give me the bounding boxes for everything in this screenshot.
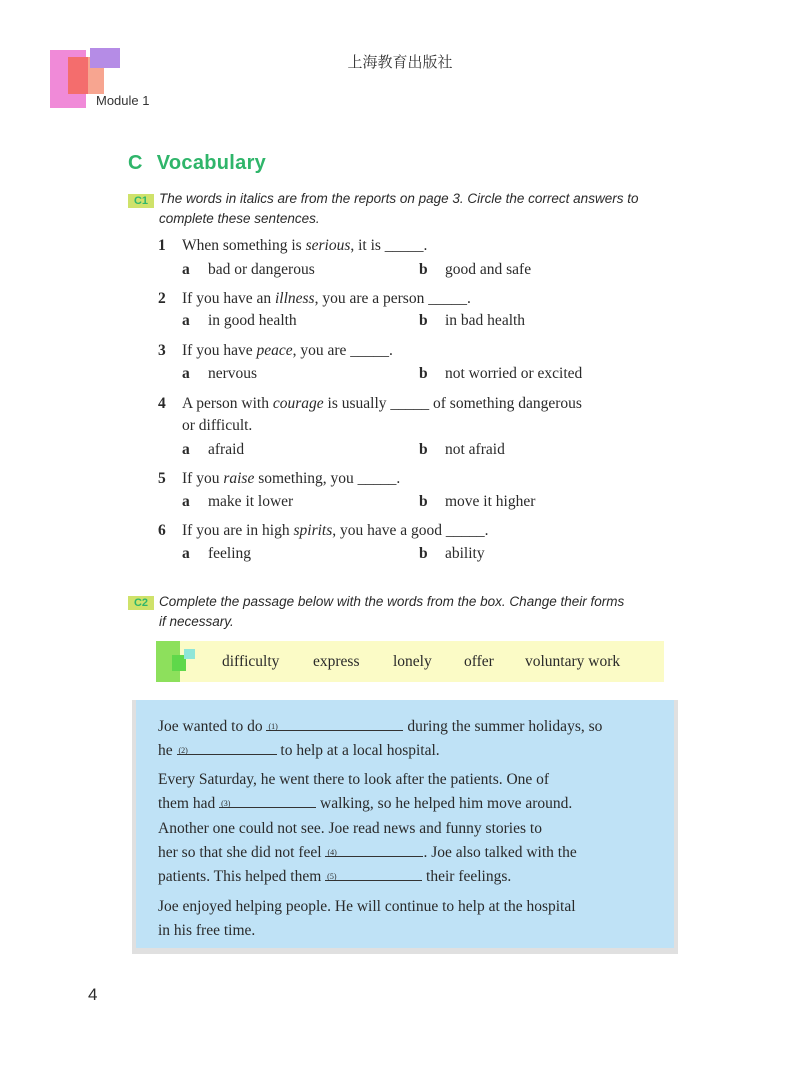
option-a[interactable]: a bad or dangerous	[182, 261, 315, 278]
passage-line: patients. This helped them $^{(5)}$ their feelings.	[158, 868, 512, 885]
blank-5[interactable]: (5)	[325, 866, 422, 881]
c1-instruction	[159, 189, 679, 229]
publisher-name: 上海教育出版社	[347, 53, 453, 71]
question-number: 4	[158, 395, 166, 412]
option-b[interactable]: b in bad health	[419, 312, 526, 329]
option-a[interactable]: a nervous	[182, 365, 258, 382]
blank-2[interactable]: (2)	[177, 740, 277, 755]
question-number: 5	[158, 470, 166, 487]
c2-instruction-line1: Complete the passage below with the words from the box. Change their forms	[159, 594, 625, 609]
question-number: 3	[158, 342, 166, 359]
question-stem: If you are in high spirits, you have a good _____.	[182, 522, 489, 539]
c2-instruction-line2: if necessary.	[159, 614, 234, 629]
section-letter: C	[128, 152, 143, 174]
c1-tag: C1	[128, 194, 154, 208]
passage-line: Every Saturday, he went there to look after the patients. One of	[158, 771, 550, 788]
passage-line: her so that she did not feel $^{(4)}$ . Joe also talked with the	[158, 844, 577, 861]
question-stem: When something is serious, it is _____.	[182, 237, 428, 254]
passage-line: Joe enjoyed helping people. He will continue to help at the hospital	[158, 898, 576, 915]
module-label: Module 1	[96, 93, 150, 108]
c2-tag: C2	[128, 596, 154, 610]
question-number: 2	[158, 290, 166, 307]
question-stem: If you have an illness, you are a person _____.	[182, 290, 471, 307]
passage-line: he $^{(2)}$ to help at a local hospital.	[158, 742, 440, 759]
option-b[interactable]: b not afraid	[419, 441, 505, 458]
option-b[interactable]: b ability	[419, 545, 485, 562]
word-box-item: offer	[464, 653, 494, 670]
question-number: 6	[158, 522, 166, 539]
page-number: 4	[88, 985, 98, 1004]
option-a[interactable]: a in good health	[182, 312, 297, 329]
option-a[interactable]: a feeling	[182, 545, 252, 562]
section-name: Vocabulary	[156, 152, 267, 174]
c2-instruction	[159, 592, 679, 632]
word-box-decoration-small	[184, 649, 195, 659]
question-stem: A person with courage is usually _____ of something dangerous or difficult.	[182, 395, 582, 434]
word-box-item: express	[313, 653, 360, 670]
passage-line: in his free time.	[158, 922, 256, 939]
blank-1[interactable]: (1)	[266, 716, 403, 731]
option-b[interactable]: b good and safe	[419, 261, 532, 278]
section-title	[128, 152, 266, 175]
c1-instruction-line1: The words in italics are from the reports on page 3. Circle the correct answers to	[159, 191, 639, 206]
word-box-item: lonely	[393, 653, 432, 670]
passage-line: Another one could not see. Joe read news and funny stories to	[158, 820, 542, 837]
question-stem: If you raise something, you _____.	[182, 470, 401, 487]
blank-4[interactable]: (4)	[325, 842, 423, 857]
option-b[interactable]: b move it higher	[419, 493, 536, 510]
passage-line: them had $^{(3)}$ walking, so he helped him move around.	[158, 795, 573, 812]
blank-3[interactable]: (3)	[219, 793, 316, 808]
question-stem: If you have peace, you are _____.	[182, 342, 393, 359]
question-number: 1	[158, 237, 166, 254]
c1-instruction-line2: complete these sentences.	[159, 211, 320, 226]
passage-line: Joe wanted to do $^{(1)}$ during the summer holidays, so	[158, 718, 603, 735]
option-b[interactable]: b not worried or excited	[419, 365, 583, 382]
word-box-item: difficulty	[222, 653, 280, 670]
option-a[interactable]: a make it lower	[182, 493, 294, 510]
word-box-item: voluntary work	[525, 653, 621, 670]
option-a[interactable]: a afraid	[182, 441, 245, 458]
